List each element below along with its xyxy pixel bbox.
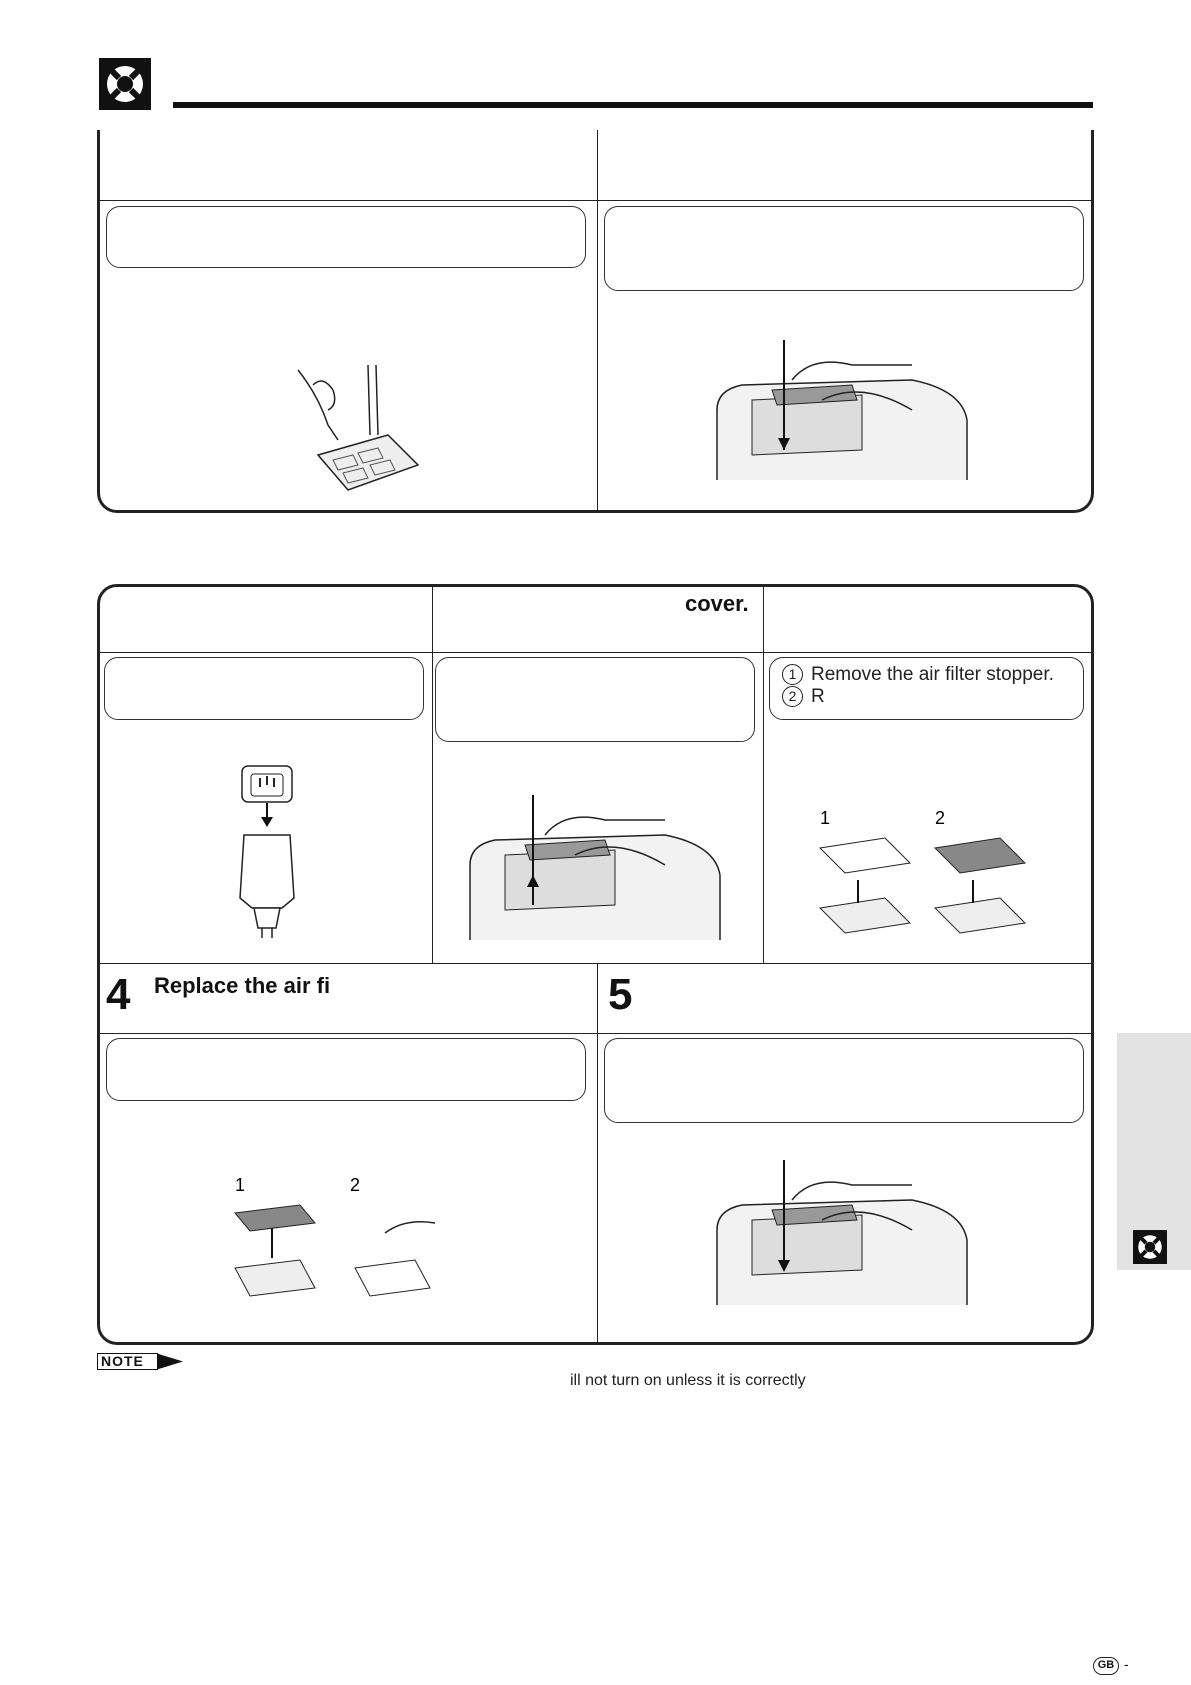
lifebuoy-icon: [1133, 1230, 1167, 1264]
step-5-number: 5: [608, 970, 633, 1019]
step-4-number: 4: [106, 970, 131, 1019]
step-3-item-1: 1 Remove the air filter stopper.: [782, 664, 1083, 686]
fig-label-2: 2: [350, 1175, 361, 1195]
section-1-callout-left: [106, 206, 586, 268]
step-5-callout: [604, 1038, 1084, 1123]
fig-label-2: 2: [935, 808, 946, 828]
projector-cover-replace-illustration: [712, 1160, 972, 1310]
side-tab: [1117, 1033, 1191, 1270]
footer-suffix: -: [1124, 1656, 1129, 1672]
step-2-callout: [435, 657, 755, 742]
step-3-item-2: 2 R: [782, 686, 1083, 708]
fig-label-1: 1: [820, 808, 831, 828]
step-4-callout: [106, 1038, 586, 1101]
section-1-callout-right: [604, 206, 1084, 291]
header-icon-box: [99, 58, 151, 110]
header-rule: [173, 102, 1093, 108]
step-3-callout: [769, 657, 1084, 720]
lifebuoy-icon: [99, 58, 151, 110]
footer-region-badge: GB: [1093, 1657, 1119, 1675]
power-plug-illustration: [232, 763, 302, 938]
brush-cleaning-illustration: [288, 365, 428, 495]
filter-replace-illustration: [230, 1173, 470, 1313]
note-text: ill not turn on unless it is correctly: [570, 1372, 806, 1389]
step-1-callout: [104, 657, 424, 720]
projector-cover-removal-illustration: [465, 795, 725, 945]
projector-filter-cover-illustration: [712, 340, 972, 490]
step-4-title: Replace the air fi: [154, 973, 331, 998]
fig-label-1: 1: [235, 1175, 246, 1195]
filter-removal-illustration: [815, 808, 1055, 948]
note-badge: NOTE: [97, 1353, 185, 1370]
step-2-title: cover.: [685, 591, 749, 616]
